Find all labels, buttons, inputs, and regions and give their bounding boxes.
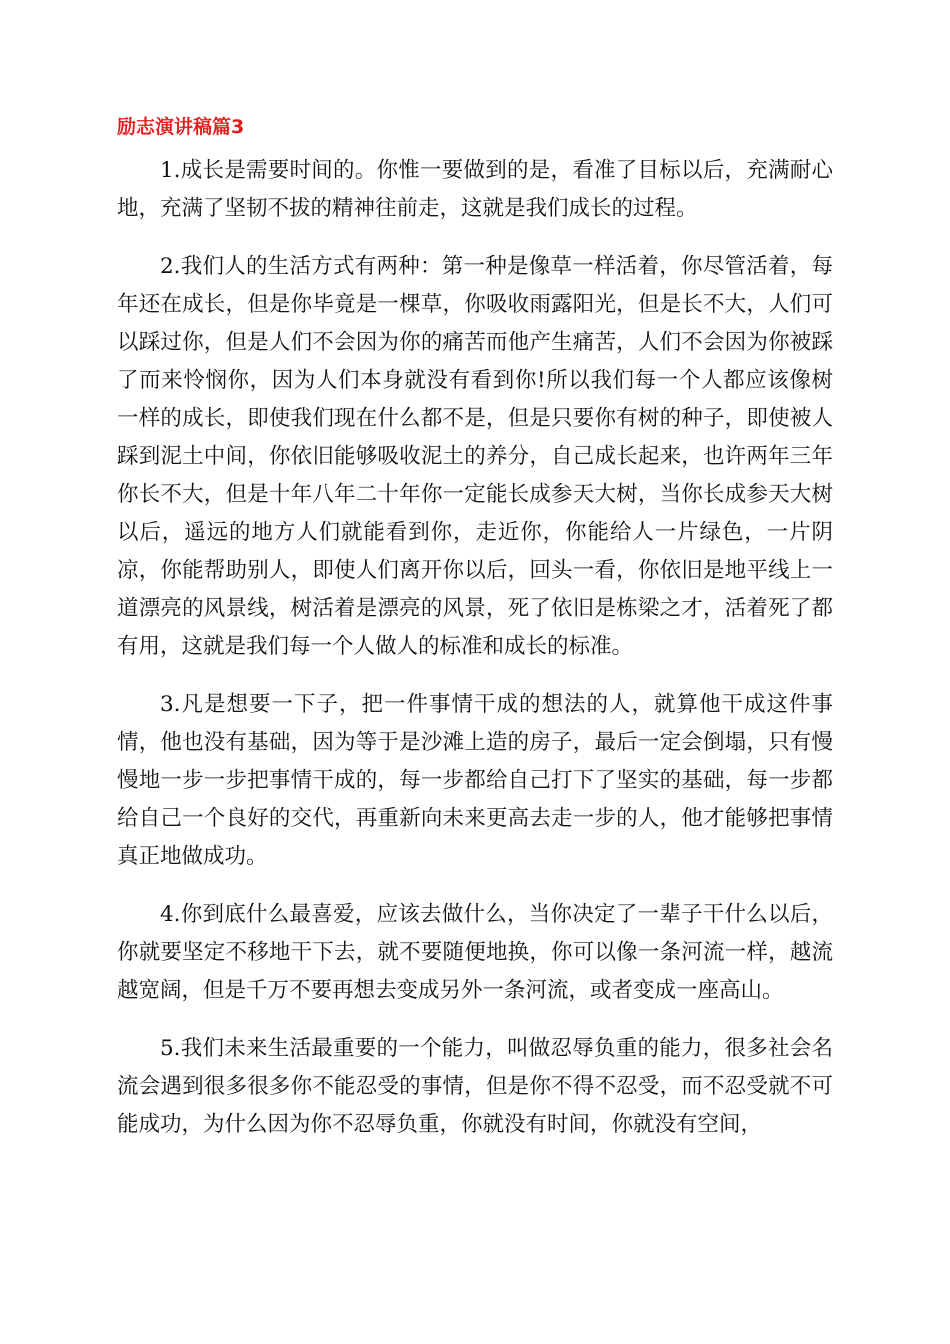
paragraph-2: 2.我们人的生活方式有两种：第一种是像草一样活着，你尽管活着，每年还在成长，但是你毕竟是一棵草，你吸收雨露阳光，但是长不大，人们可以踩过你，但是人们不会因为你的痛苦而他产生痛苦，人们不会因为你被踩了而来怜悯你，因为人们本身就没有看到你!所以我们每一个人都应该像树一样的成长，即使我们现在什么都不是，但是只要你有树的种子，即使被人踩到泥土中间，你依旧能够吸收泥土的养分，自己成长起来，也许两年三年你长不大，但是十年八年二十年你一定能长成参天大树，当你长成参天大树以后，遥远的地方人们就能看到你，走近你，你能给人一片绿色，一片阴凉，你能帮助别人，即使人们离开你以后，回头一看，你依旧是地平线上一道漂亮的风景线，树活着是漂亮的风景，死了依旧是栋梁之才，活着死了都有用，这就是我们每一个人做人的标准和成长的标准。 [117,254,833,659]
paragraph-4: 4.你到底什么最喜爱，应该去做什么，当你决定了一辈子干什么以后，你就要坚定不移地干下去，就不要随便地换，你可以像一条河流一样，越流越宽阔，但是千万不要再想去变成另外一条河流，或者变成一座高山。 [117,902,833,1003]
document-page [117,112,833,1164]
document-title: 励志演讲稿篇3 [117,116,245,138]
paragraph-3: 3.凡是想要一下子，把一件事情干成的想法的人，就算他干成这件事情，他也没有基础，因为等于是沙滩上造的房子，最后一定会倒塌，只有慢慢地一步一步把事情干成的，每一步都给自己打下了坚实的基础，每一步都给自己一个良好的交代，再重新向未来更高去走一步的人，他才能够把事情真正地做成功。 [117,692,833,869]
paragraph-5: 5.我们未来生活最重要的一个能力，叫做忍辱负重的能力，很多社会名流会遇到很多很多你不能忍受的事情，但是你不得不忍受，而不忍受就不可能成功，为什么因为你不忍辱负重，你就没有时间，你就没有空间， [117,1036,833,1137]
paragraph-1: 1.成长是需要时间的。你惟一要做到的是，看准了目标以后，充满耐心地，充满了坚韧不拔的精神往前走，这就是我们成长的过程。 [117,158,833,221]
